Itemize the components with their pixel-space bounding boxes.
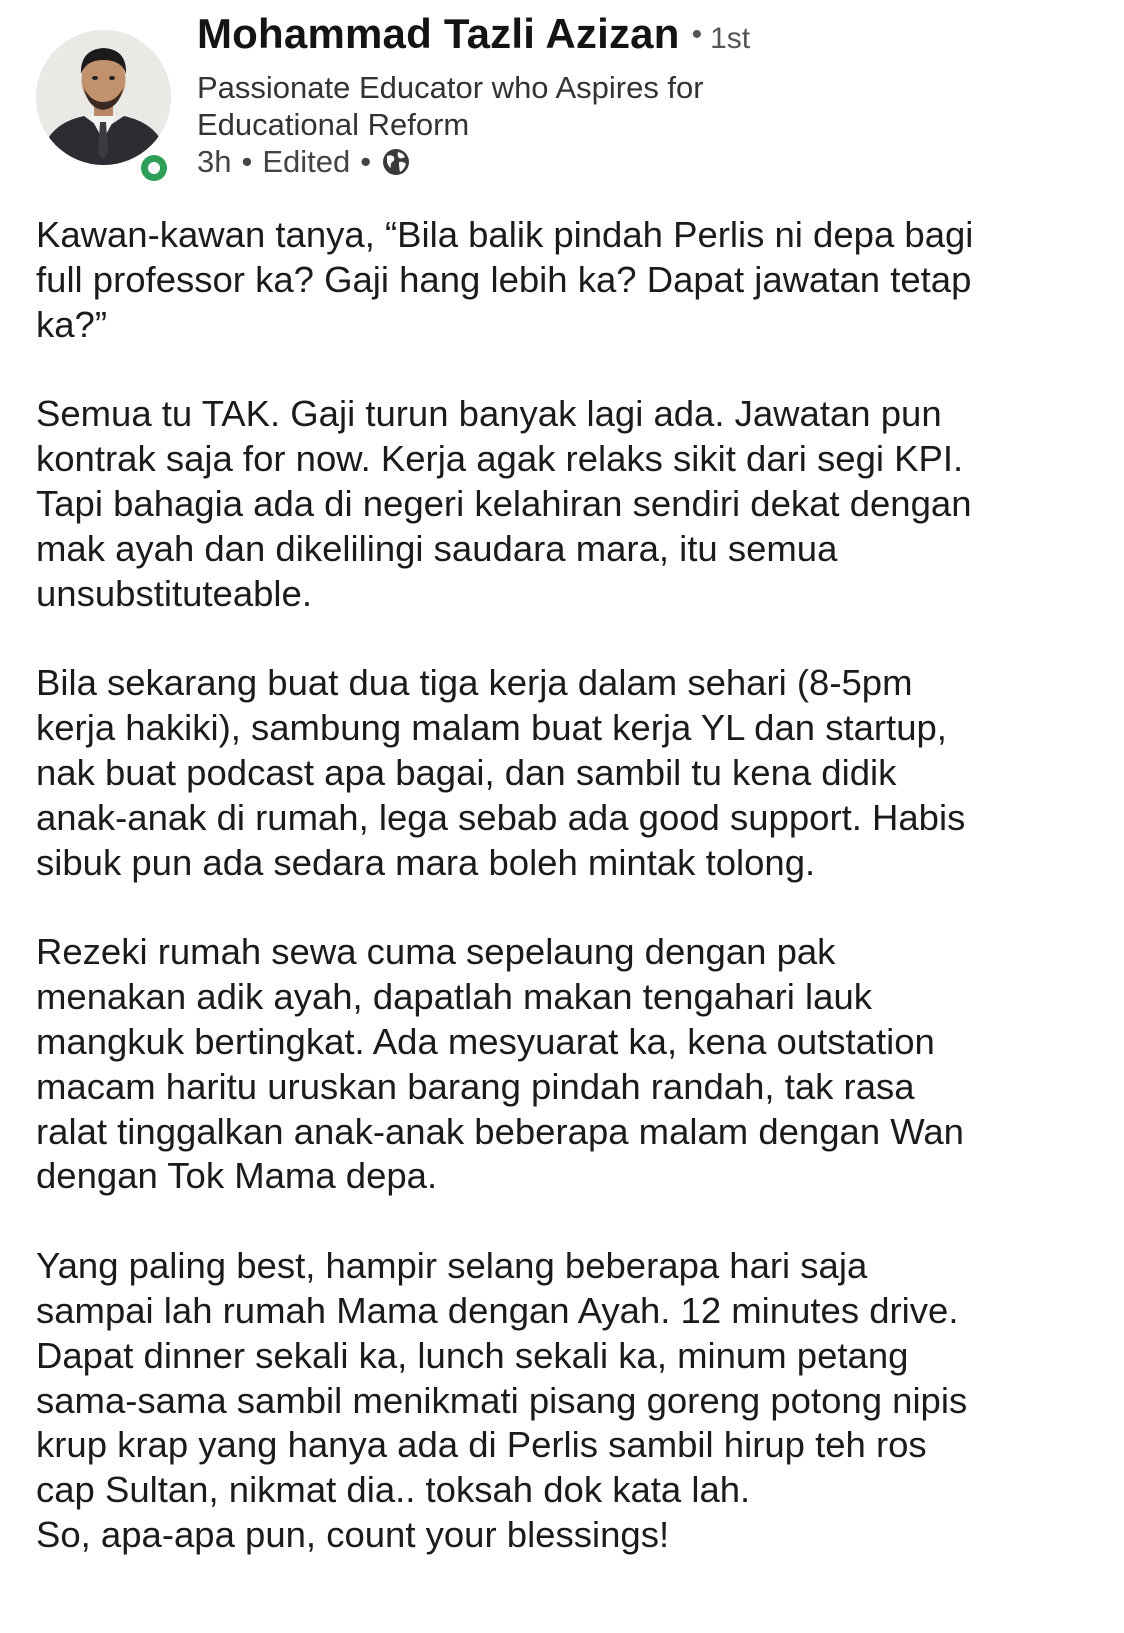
text-line: menakan adik ayah, dapatlah makan tengahari lauk [36, 976, 873, 1018]
author-headline [197, 69, 797, 143]
connection-degree: 1st [710, 22, 751, 55]
name-row [197, 10, 1104, 68]
text-line: Dapat dinner sekali ka, lunch sekali ka, minum petang [36, 1334, 909, 1376]
presence-indicator [136, 150, 172, 186]
avatar[interactable] [36, 30, 171, 165]
text-line: ka?” [36, 303, 108, 345]
text-line: sibuk pun ada sedara mara boleh mintak tolong. [36, 841, 816, 883]
text-line: kontrak saja for now. Kerja agak relaks sikit dari segi KPI. [36, 438, 964, 480]
online-status-icon [141, 155, 167, 181]
edited-label: Edited [262, 144, 351, 179]
post-paragraph [36, 213, 1096, 347]
text-line: So, apa-apa pun, count your blessings! [36, 1513, 670, 1555]
text-line: mak ayah dan dikelilingi saudara mara, itu semua [36, 527, 838, 569]
text-line: dengan Tok Mama depa. [36, 1155, 438, 1197]
headline-line: Educational Reform [197, 107, 470, 142]
text-line: sama-sama sambil menikmati pisang goreng potong nipis [36, 1379, 968, 1421]
text-line: mangkuk bertingkat. Ada mesyuarat ka, kena outstation [36, 1020, 935, 1062]
post-timestamp-row [197, 143, 1104, 181]
post-paragraph [36, 1244, 1096, 1558]
post-time: 3h [197, 144, 232, 179]
degree-separator: • [691, 18, 703, 51]
text-line: Rezeki rumah sewa cuma sepelaung dengan pak [36, 931, 836, 973]
text-line: unsubstituteable. [36, 572, 312, 614]
text-line: krup krap yang hanya ada di Perlis sambil hirup teh ros [36, 1424, 927, 1466]
text-line: Yang paling best, hampir selang beberapa hari saja [36, 1245, 868, 1287]
text-line: sampai lah rumah Mama dengan Ayah. 12 minutes drive. [36, 1289, 959, 1331]
text-line: cap Sultan, nikmat dia.. toksah dok kata lah. [36, 1469, 751, 1511]
author-name[interactable]: Mohammad Tazli Azizan [197, 10, 680, 57]
text-line: ralat tinggalkan anak-anak beberapa malam dengan Wan [36, 1110, 964, 1152]
headline-line: Passionate Educator who Aspires for [197, 70, 704, 105]
text-line: kerja hakiki), sambung malam buat kerja YL dan startup, [36, 707, 947, 749]
text-line: anak-anak di rumah, lega sebab ada good support. Habis [36, 796, 966, 838]
text-line: Semua tu TAK. Gaji turun banyak lagi ada. Jawatan pun [36, 393, 942, 435]
globe-icon [381, 147, 411, 177]
text-line: Bila sekarang buat dua tiga kerja dalam sehari (8-5pm [36, 662, 913, 704]
post-paragraph [36, 661, 1096, 885]
text-line: nak buat podcast apa bagai, dan sambil tu kena didik [36, 751, 897, 793]
dot-separator: • [241, 144, 253, 179]
post-body [36, 213, 1096, 1558]
dot-separator: • [360, 144, 372, 179]
avatar-photo [36, 30, 171, 165]
text-line: Kawan-kawan tanya, “Bila balik pindah Perlis ni depa bagi [36, 214, 974, 255]
post-paragraph [36, 392, 1096, 616]
text-line: full professor ka? Gaji hang lebih ka? Dapat jawatan tetap [36, 258, 972, 300]
text-line: macam haritu uruskan barang pindah randah, tak rasa [36, 1065, 915, 1107]
text-line: Tapi bahagia ada di negeri kelahiran sendiri dekat dengan [36, 482, 972, 524]
post-paragraph [36, 930, 1096, 1199]
post-header [36, 10, 1104, 185]
author-meta [197, 10, 1104, 181]
author-avatar-wrapper[interactable] [36, 30, 171, 165]
